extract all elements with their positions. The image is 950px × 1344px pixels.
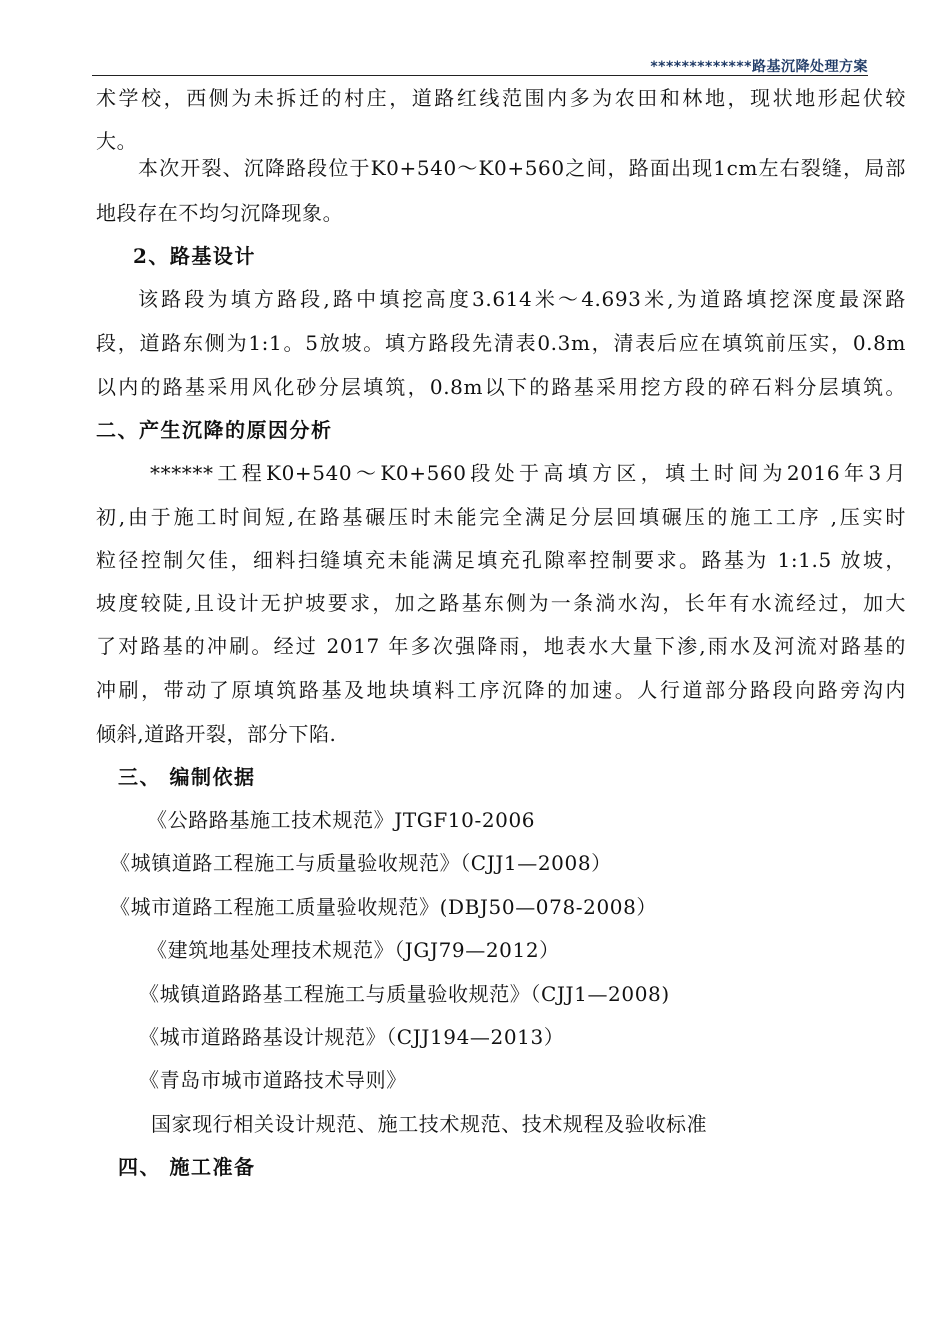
reference-item: 《青岛市城市道路技术导则》: [139, 1068, 407, 1092]
reference-item: 《公路路基施工技术规范》JTGF10-2006: [147, 808, 536, 832]
text-line: 冲刷，带动了原填筑路基及地块填料工序沉降的加速。人行道部分路段向路旁沟内: [96, 678, 906, 702]
text-line: ******工程K0+540～K0+560段处于高填方区，填土时间为2016年3月: [150, 461, 906, 485]
text-line: 大。: [96, 129, 138, 153]
section-heading: 2、路基设计: [133, 244, 256, 268]
header-title: *************路基沉降处理方案: [650, 59, 868, 75]
text-line: 本次开裂、沉降路段位于K0+540～K0+560之间，路面出现1cm左右裂缝，局部: [138, 156, 906, 180]
text-line: 坡度较陡,且设计无护坡要求，加之路基东侧为一条淌水沟，长年有水流经过，加大: [96, 591, 906, 615]
reference-item: 《城市道路工程施工质量验收规范》(DBJ50—078-2008）: [110, 895, 658, 919]
text-line: 地段存在不均匀沉降现象。: [96, 201, 344, 225]
reference-item: 《建筑地基处理技术规范》（JGJ79—2012）: [147, 938, 560, 962]
reference-item: 《城市道路路基设计规范》（CJJ194—2013）: [139, 1025, 565, 1049]
text-line: 该路段为填方路段,路中填挖高度3.614米～4.693米,为道路填挖深度最深路: [138, 287, 906, 311]
section-heading: 四、 施工准备: [118, 1155, 256, 1179]
text-line: 初,由于施工时间短,在路基碾压时未能完全满足分层回填碾压的施工工序 ,压实时: [96, 505, 906, 529]
text-line: 了对路基的冲刷。经过 2017 年多次强降雨，地表水大量下渗,雨水及河流对路基的: [96, 634, 906, 658]
text-line: 以内的路基采用风化砂分层填筑，0.8m以下的路基采用挖方段的碎石料分层填筑。: [96, 375, 906, 399]
text-line: 段，道路东侧为1:1。5放坡。填方路段先清表0.3m，清表后应在填筑前压实，0.8m: [96, 331, 906, 355]
text-line: 倾斜,道路开裂，部分下陷.: [96, 722, 337, 746]
reference-item: 《城镇道路工程施工与质量验收规范》（CJJ1—2008）: [110, 851, 612, 875]
reference-item: 《城镇道路路基工程施工与质量验收规范》（CJJ1—2008): [139, 982, 670, 1006]
text-line: 术学校，西侧为未拆迁的村庄，道路红线范围内多为农田和林地，现状地形起伏较: [96, 86, 906, 110]
section-heading: 二、产生沉降的原因分析: [96, 418, 333, 442]
reference-item: 国家现行相关设计规范、施工技术规范、技术规程及验收标准: [151, 1112, 708, 1136]
section-heading: 三、 编制依据: [118, 765, 256, 789]
text-line: 粒径控制欠佳，细料扫缝填充未能满足填充孔隙率控制要求。路基为 1:1.5 放坡，: [96, 548, 906, 572]
